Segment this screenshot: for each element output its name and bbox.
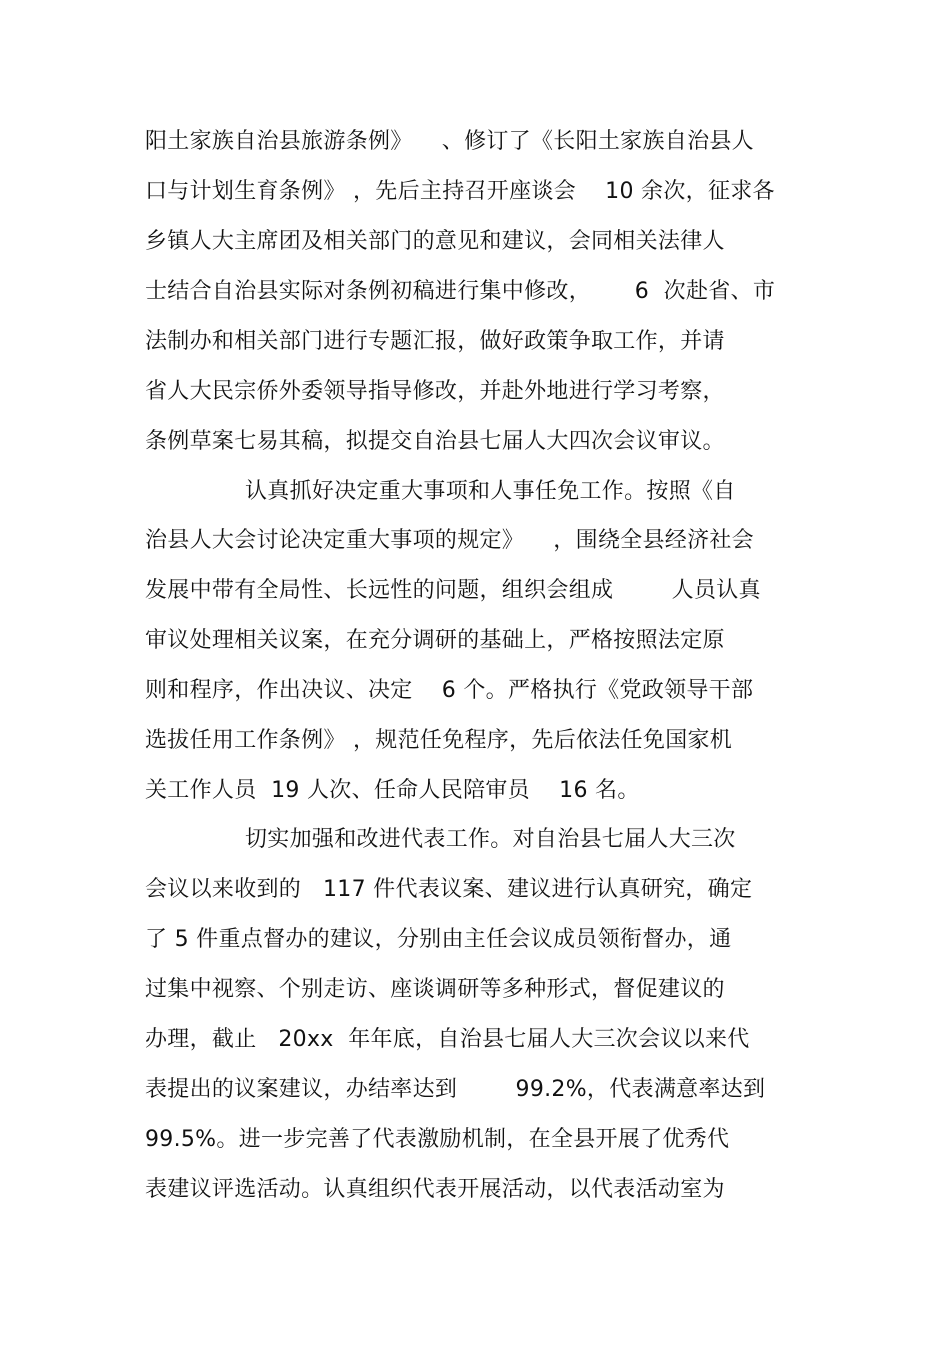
text-line: 发展中带有全局性、长远性的问题，组织会组成 人员认真 bbox=[145, 578, 761, 603]
text-line: 办理，截止 20xx 年年底，自治县七届人大三次会议以来代 bbox=[145, 1027, 750, 1052]
text-line: 关工作人员 19 人次、任命人民陪审员 16 名。 bbox=[145, 778, 640, 803]
text-line: 选拔任用工作条例》 ，规范任免程序，先后依法任免国家机 bbox=[145, 728, 733, 753]
text-line: 会议以来收到的 117 件代表议案、建议进行认真研究，确定 bbox=[145, 877, 753, 902]
text-line: 省人大民宗侨外委领导指导修改，并赴外地进行学习考察， bbox=[145, 379, 725, 404]
text-line: 过集中视察、个别走访、座谈调研等多种形式，督促建议的 bbox=[145, 977, 725, 1002]
text-line: 阳土家族自治县旅游条例》 、修订了《长阳土家族自治县人 bbox=[145, 129, 754, 154]
text-line: 法制办和相关部门进行专题汇报，做好政策争取工作，并请 bbox=[145, 329, 725, 354]
text-line: 则和程序，作出决议、决定 6 个。严格执行《党政领导干部 bbox=[145, 678, 754, 703]
text-line: 表提出的议案建议，办结率达到 99.2%，代表满意率达到 bbox=[145, 1077, 766, 1102]
paragraph-start-line: 认真抓好决定重大事项和人事任免工作。按照《自 bbox=[245, 479, 736, 504]
text-line: 口与计划生育条例》 ，先后主持召开座谈会 10 余次，征求各 bbox=[145, 179, 775, 204]
text-line: 表建议评选活动。认真组织代表开展活动，以代表活动室为 bbox=[145, 1177, 725, 1202]
text-line: 士结合自治县实际对条例初稿进行集中修改， 6 次赴省、市 bbox=[145, 279, 776, 304]
text-line: 99.5%。进一步完善了代表激励机制，在全县开展了优秀代 bbox=[145, 1127, 730, 1152]
text-line: 了 5 件重点督办的建议，分别由主任会议成员领衔督办，通 bbox=[145, 927, 732, 952]
text-line: 乡镇人大主席团及相关部门的意见和建议，会同相关法律人 bbox=[145, 229, 725, 254]
text-line: 治县人大会讨论决定重大事项的规定》 ，围绕全县经济社会 bbox=[145, 528, 754, 553]
text-line: 审议处理相关议案，在充分调研的基础上，严格按照法定原 bbox=[145, 628, 725, 653]
paragraph-start-line: 切实加强和改进代表工作。对自治县七届人大三次 bbox=[245, 827, 736, 852]
text-line: 条例草案七易其稿，拟提交自治县七届人大四次会议审议。 bbox=[145, 429, 725, 454]
